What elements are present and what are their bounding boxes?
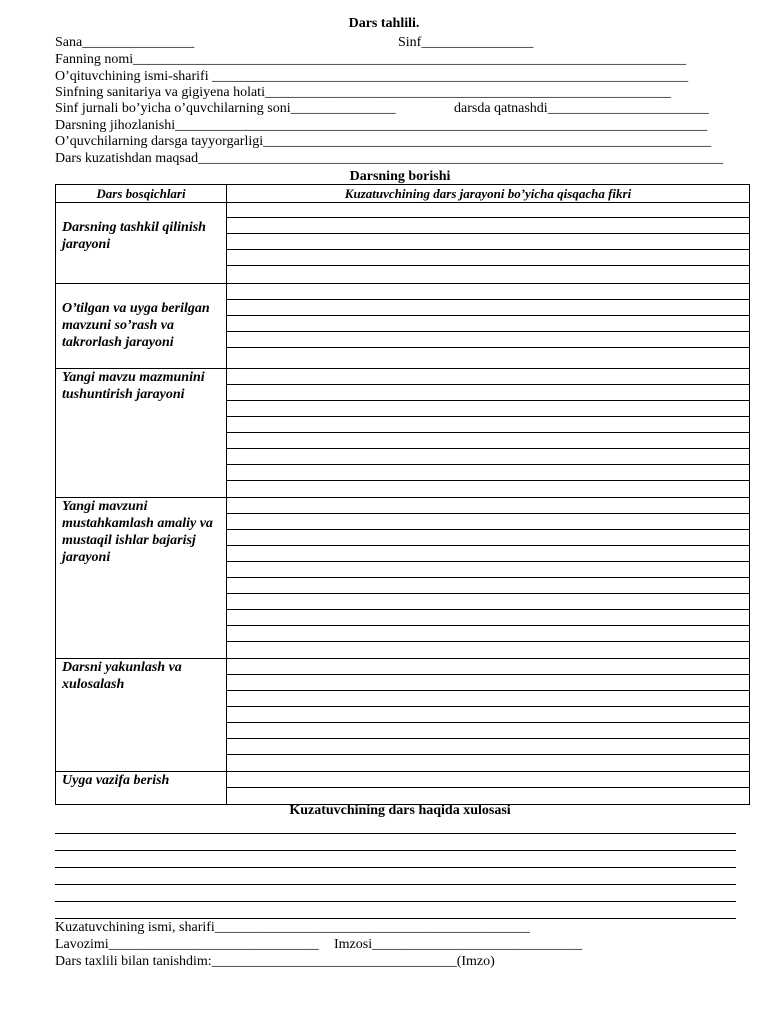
table-row bbox=[56, 498, 750, 659]
stage-label: Darsni yakunlash va xulosalash bbox=[56, 659, 227, 772]
stage-label: Yangi mavzuni mustahkamlash amaliy va mustaqil ishlar bajarisj jarayoni bbox=[56, 498, 227, 659]
sanitary-field[interactable]: Sinfning sanitariya va gigiyena holati__________________________________________________________ bbox=[55, 85, 671, 100]
stage-label: O’tilgan va uyga berilgan mavzuni so’rash va takrorlash jarayoni bbox=[56, 284, 227, 369]
table-row bbox=[56, 203, 750, 284]
notes-cell[interactable] bbox=[227, 498, 750, 659]
conclusion-line[interactable] bbox=[55, 867, 736, 868]
table-header-row bbox=[56, 185, 750, 203]
lesson-stages-table bbox=[55, 184, 750, 805]
signature-field[interactable]: Imzosi______________________________ bbox=[334, 937, 583, 952]
form-title: Dars tahlili. bbox=[348, 16, 420, 31]
notes-cell[interactable] bbox=[227, 772, 750, 805]
stage-label: Uyga vazifa berish bbox=[56, 772, 227, 805]
notes-cell[interactable] bbox=[227, 203, 750, 284]
table-row bbox=[56, 772, 750, 805]
table-row bbox=[56, 659, 750, 772]
subject-field[interactable]: Fanning nomi_______________________________________________________________________________ bbox=[55, 52, 687, 67]
notes-cell[interactable] bbox=[227, 369, 750, 498]
table-row bbox=[56, 284, 750, 369]
table-row bbox=[56, 369, 750, 498]
class-field[interactable]: Sinf________________ bbox=[398, 35, 534, 50]
conclusion-line[interactable] bbox=[55, 833, 736, 834]
readiness-field[interactable]: O’quvchilarning darsga tayyorgarligi________________________________________________________________ bbox=[55, 134, 712, 149]
conclusion-line[interactable] bbox=[55, 884, 736, 885]
acknowledgement-field[interactable]: Dars taxlili bilan tanishdim:___________________________________(Imzo) bbox=[55, 954, 495, 969]
lesson-section-title: Darsning borishi bbox=[349, 169, 451, 184]
conclusion-title: Kuzatuvchining dars haqida xulosasi bbox=[289, 803, 511, 818]
notes-cell[interactable] bbox=[227, 284, 750, 369]
date-field[interactable]: Sana________________ bbox=[55, 35, 195, 50]
conclusion-line[interactable] bbox=[55, 850, 736, 851]
purpose-field[interactable]: Dars kuzatishdan maqsad___________________________________________________________________________ bbox=[55, 151, 724, 166]
notes-cell[interactable] bbox=[227, 659, 750, 772]
stage-label: Darsning tashkil qilinish jarayoni bbox=[56, 203, 227, 284]
teacher-field[interactable]: O’qituvchining ismi-sharifi ____________________________________________________________________ bbox=[55, 69, 689, 84]
column-header-stages: Dars bosqichlari bbox=[56, 185, 227, 203]
observer-name-field[interactable]: Kuzatuvchining ismi, sharifi_____________________________________________ bbox=[55, 920, 530, 935]
conclusion-line[interactable] bbox=[55, 901, 736, 902]
column-header-observer-notes: Kuzatuvchining dars jarayoni bo’yicha qisqacha fikri bbox=[227, 185, 750, 203]
journal-count-field[interactable]: Sinf jurnali bo’yicha o’quvchilarning soni_______________ bbox=[55, 101, 396, 116]
conclusion-line[interactable] bbox=[55, 918, 736, 919]
stage-label: Yangi mavzu mazmunini tushuntirish jarayoni bbox=[56, 369, 227, 498]
position-field[interactable]: Lavozimi______________________________ bbox=[55, 937, 319, 952]
equipment-field[interactable]: Darsning jihozlanishi____________________________________________________________________________ bbox=[55, 118, 708, 133]
attendance-field[interactable]: darsda qatnashdi_______________________ bbox=[454, 101, 709, 116]
